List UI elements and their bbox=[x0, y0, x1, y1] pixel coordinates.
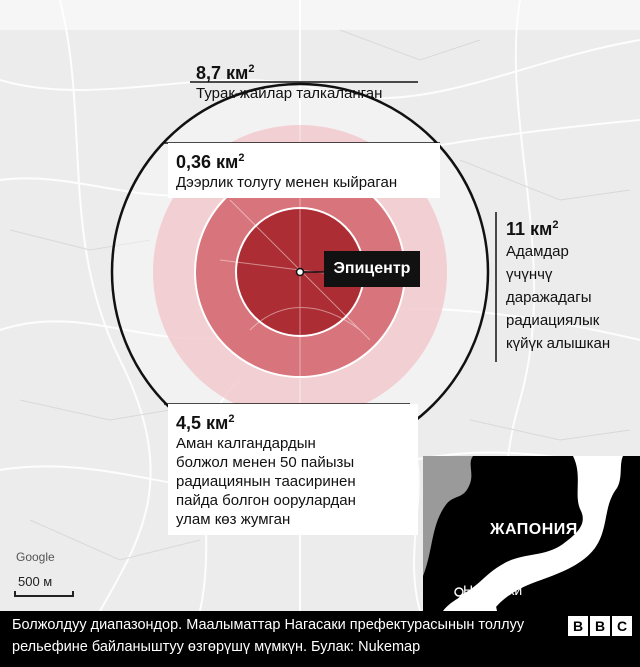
half-died-line: пайда болгон оорулардан bbox=[176, 492, 356, 509]
half-died-sup: 2 bbox=[228, 413, 235, 425]
epicenter-dot bbox=[297, 269, 304, 276]
radiation-value: 11 км bbox=[506, 219, 553, 239]
bbc-logo-letter: C bbox=[612, 616, 632, 636]
houses-destroyed-value: 8,7 км bbox=[196, 63, 249, 83]
city-label: Нагасаки bbox=[463, 582, 523, 598]
caption-bar bbox=[0, 611, 640, 667]
radiation-line: Адамдар bbox=[506, 243, 569, 260]
epicenter-label: Эпицентр bbox=[324, 251, 420, 287]
houses-destroyed-text: Турак-жайлар талкаланган bbox=[196, 85, 383, 102]
nearly-destroyed-text: Дээрлик толугу менен кыйраган bbox=[176, 174, 398, 191]
half-died-line: Аман калгандардын bbox=[176, 435, 316, 452]
houses-destroyed-sup: 2 bbox=[248, 63, 255, 75]
radiation-line: даражадагы bbox=[506, 289, 592, 306]
nearly-destroyed-value: 0,36 км bbox=[176, 152, 239, 172]
scale-bar bbox=[14, 591, 74, 597]
half-died-line: улам көз жумган bbox=[176, 511, 291, 528]
radiation-line: күйүк алышкан bbox=[506, 335, 611, 352]
bbc-logo bbox=[568, 616, 634, 636]
scale-label: 500 м bbox=[18, 574, 53, 589]
half-died-value: 4,5 км bbox=[176, 413, 229, 433]
radiation-line: радиациялык bbox=[506, 312, 600, 329]
bbc-logo-letter: B bbox=[590, 616, 610, 636]
nearly-destroyed-sup: 2 bbox=[238, 152, 245, 164]
bbc-logo-letter: B bbox=[568, 616, 588, 636]
label-houses-destroyed bbox=[190, 56, 388, 107]
country-label: ЖАПОНИЯ bbox=[490, 521, 578, 538]
label-radiation-burns bbox=[500, 212, 640, 359]
label-nearly-destroyed bbox=[168, 143, 440, 198]
label-half-died bbox=[168, 404, 418, 535]
half-died-line: радиациянын таасиринен bbox=[176, 473, 356, 490]
half-died-line: болжол менен 50 пайызы bbox=[176, 454, 355, 471]
radiation-sup: 2 bbox=[552, 219, 559, 231]
map-attribution: Google bbox=[16, 550, 55, 564]
caption-text: Болжолдуу диапазондор. Маалыматтар Нагасаки префектурасынын толлуу рельефине байланыштуу өзгөрүшү мүмкүн. Булак: Nukemap bbox=[12, 617, 525, 655]
radiation-line: үчүнчү bbox=[506, 266, 553, 283]
